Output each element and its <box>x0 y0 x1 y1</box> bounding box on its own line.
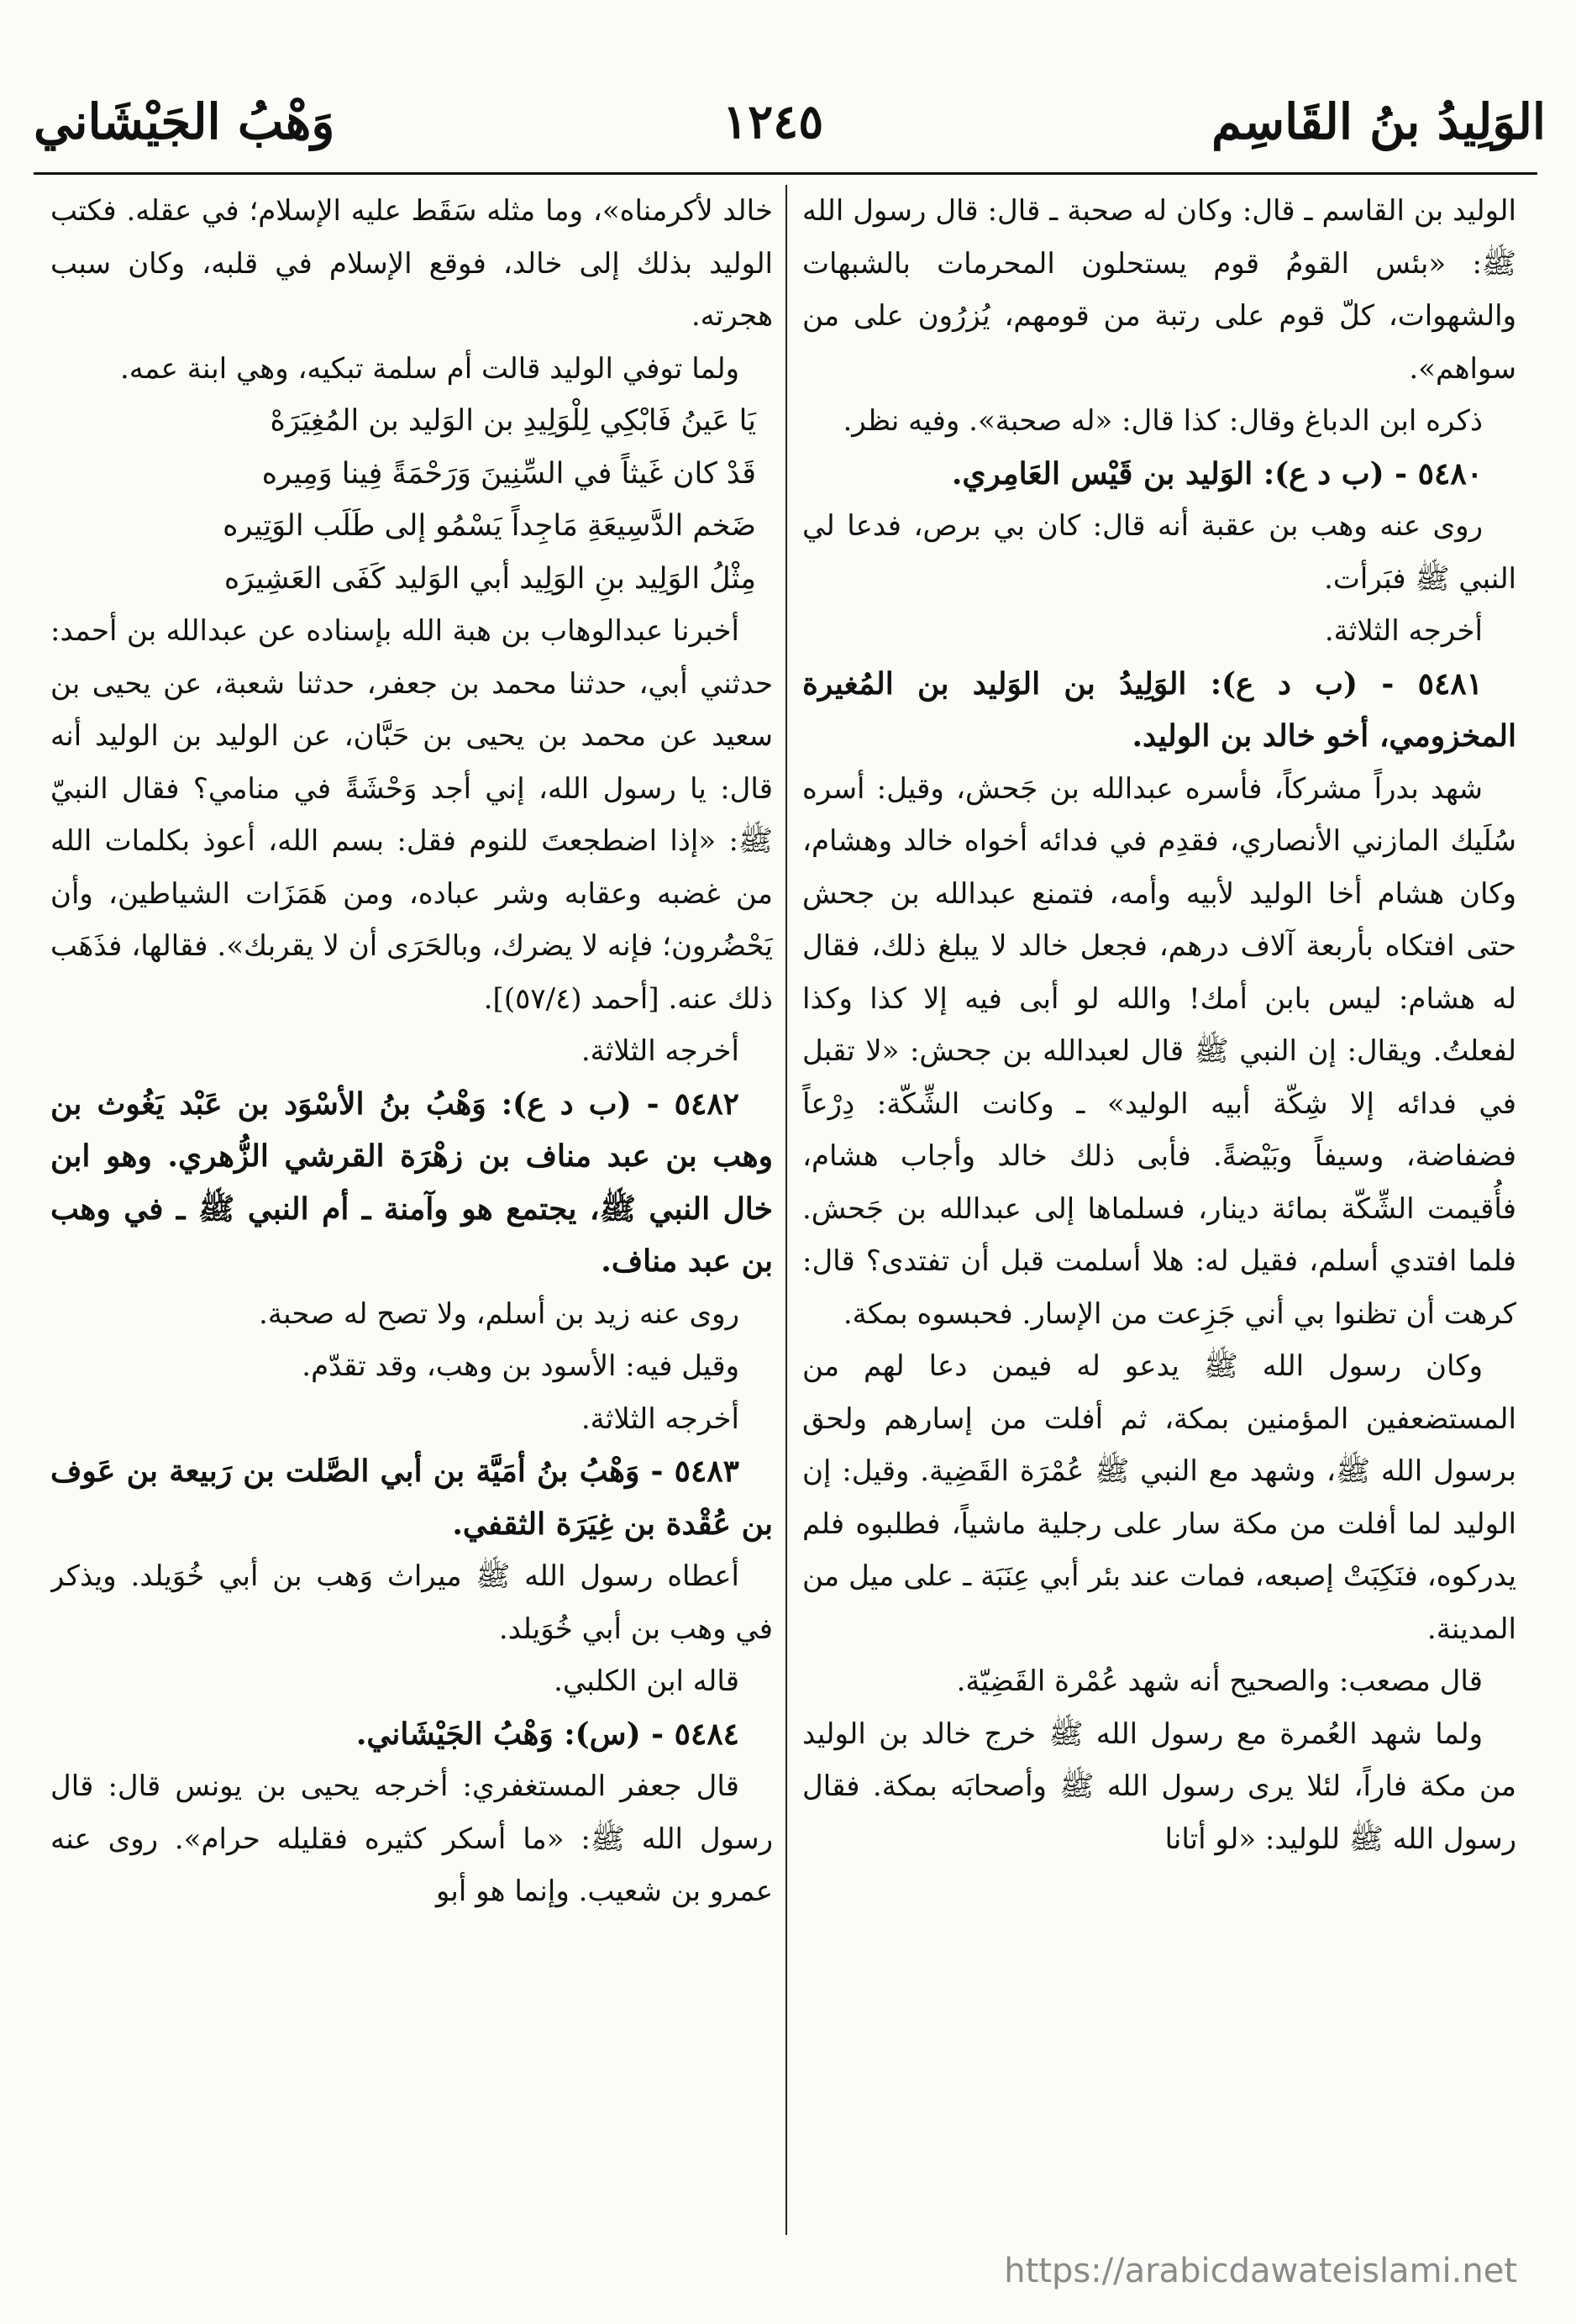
poem-verse: مِثْلُ الوَلِيد بنِ الوَلِيد أبي الوَليد كَفَى العَشِيرَه <box>223 561 756 596</box>
paragraph: أعطاه رسول الله ﷺ ميراث وَهب بن أبي خُوَيلد. ويذكر في وهب بن أبي خُوَيلد. <box>50 1559 773 1646</box>
paragraph: أخرجه الثلاثة. <box>1324 614 1483 648</box>
entry-heading-5482: ٥٤٨٢ - (ب د ع): وَهْبُ بنُ الأسْوَد بن عَبْد يَغُوث بن وهب بن عبد مناف بن زهْرَة القرشي الزُّهري. وهو ابن خال النبي ﷺ، يجتمع هو وآمنة ـ أم النبي ﷺ ـ في وهب بن عبد مناف. <box>50 1086 773 1279</box>
watermark-url: https://arabicdawateislami.net <box>1004 2252 1517 2290</box>
paragraph: قاله ابن الكلبي. <box>554 1664 739 1698</box>
page-number: ١٢٤٥ <box>722 94 824 150</box>
paragraph: خالد لأكرمناه»، وما مثله سَقَط عليه الإسلام؛ في عقله. فكتب الوليد بذلك إلى خالد، فوقع الإسلام في قلبه، وكان سبب هجرته. <box>50 194 773 333</box>
paragraph: أخرجه الثلاثة. <box>580 1401 739 1436</box>
header-rule <box>34 172 1537 175</box>
poem-verse: ضَخم الدَّسِيعَةِ مَاجِداً يَسْمُو إلى طَلَب الوَتِيره <box>223 509 756 543</box>
entry-heading-5483: ٥٤٨٣ - وَهْبُ بنُ أمَيَّة بن أبي الصَّلت بن رَبيعة بن عَوف بن عُقْدة بن غِيَرَة الثقفي. <box>50 1454 773 1542</box>
left-column <box>50 185 773 2235</box>
paragraph: وكان رسول الله ﷺ يدعو له فيمن دعا لهم من المستضعفين المؤمنين بمكة، ثم أفلت من إسارهم ولحق برسول الله ﷺ، وشهد مع النبي ﷺ عُمْرَة القَضِية. وقيل: إن الوليد لما أفلت من مكة سار على رجلية ماشياً، فطلبوه فلم يدركوه، فنَكِبَتْ إصبعه، فمات عند بئر أبي عِنَبَة ـ على ميل من المدينة. <box>802 1349 1516 1646</box>
entry-heading-5480: ٥٤٨٠ - (ب د ع): الوَليد بن قَيْس العَامِري. <box>951 455 1483 492</box>
running-header <box>34 76 1546 168</box>
paragraph: الوليد بن القاسم ـ قال: وكان له صحبة ـ قال: قال رسول الله ﷺ: «بئس القومُ قوم يستحلون المحرمات بالشبهات والشهوات، كلّ قوم على رتبة من قومهم، يُزرُون على من سواهم». <box>802 194 1516 386</box>
column-divider <box>785 185 787 2235</box>
poem-verse: قَدْ كان غَيثاً في السِّنِينَ وَرَحْمَةً فِينا وَمِيره <box>261 456 756 491</box>
entry-heading-5481: ٥٤٨١ - (ب د ع): الوَلِيدُ بن الوَليد بن المُغيرة المخزومي، أخو خالد بن الوليد. <box>802 665 1516 754</box>
paragraph: شهد بدراً مشركاً، فأسره عبدالله بن جَحش، وقيل: أسره سُلَيك المازني الأنصاري، فقدِم في فدائه أخواه خالد وهشام، وكان هشام أخا الوليد لأبيه وأمه، فتمنع عبدالله بن جحش حتى افتكاه بأربعة آلاف درهم، فجعل خالد لا يبلغ ذلك، فقال له هشام: ليس بابن أمك! والله لو أبى فيه إلا كذا وكذا لفعلتُ. ويقال: إن النبي ﷺ قال لعبدالله بن جحش: «لا تقبل في فدائه إلا شِكّة أبيه الوليد» ـ وكانت الشِّكّة: دِرْعاً فضفاضة، وسيفاً وبَيْضةً. فأبى ذلك خالد وأجاب هشام، فأُقيمت الشِّكّة بمائة دينار، فسلماها إلى عبدالله بن جَحش. فلما افتدي أسلم، فقيل له: هلا أسلمت قبل أن تفتدى؟ قال: كرهت أن تظنوا بي أني جَزِعت من الإسار. فحبسوه بمكة. <box>802 771 1516 1331</box>
paragraph: ولما شهد العُمرة مع رسول الله ﷺ خرج خالد بن الوليد من مكة فاراً، لئلا يرى رسول الله ﷺ وأصحابَه بمكة. فقال رسول الله ﷺ للوليد: «لو أتانا <box>802 1717 1516 1856</box>
paragraph: وقيل فيه: الأسود بن وهب، وقد تقدّم. <box>302 1349 739 1383</box>
header-left-title: وَهْبُ الجَيْشَاني <box>34 93 335 150</box>
paragraph: روى عنه وهب بن عقبة أنه قال: كان بي برص، فدعا لي النبي ﷺ فبَرأت. <box>802 509 1516 596</box>
paragraph: روى عنه زيد بن أسلم، ولا تصح له صحبة. <box>259 1296 739 1331</box>
header-right-title: الوَلِيدُ بنُ القَاسِم <box>1211 93 1546 150</box>
paragraph: قال جعفر المستغفري: أخرجه يحيى بن يونس قال: قال رسول الله ﷺ: «ما أسكر كثيره فقليله حرام». روى عنه عمرو بن شعيب. وإنما هو أبو <box>50 1769 773 1908</box>
poem-verse: يَا عَينُ فَابْكِي لِلْوَلِيدِ بن الوَليد بن المُغِيَرَهْ <box>270 404 756 438</box>
paragraph: أخبرنا عبدالوهاب بن هبة الله بإسناده عن عبدالله بن أحمد: حدثني أبي، حدثنا محمد بن جعفر، حدثنا شعبة، عن يحيى بن سعيد عن محمد بن يحيى بن حَبَّان، عن الوليد بن الوليد أنه قال: يا رسول الله، إني أجد وَحْشَةً في منامي؟ فقال النبيّ ﷺ: «إذا اضطجعتَ للنوم فقل: بسم الله، أعوذ بكلمات الله من غضبه وعقابه وشر عباده، ومن هَمَزَات الشياطين، وأن يَحْضُرون؛ فإنه لا يضرك، وبالحَرَى أن لا يقربك». فقالها، فذَهَب ذلك عنه. [أحمد (٥٧/٤)]. <box>50 614 773 1016</box>
entry-heading-5484: ٥٤٨٤ - (س): وَهْبُ الجَيْشَاني. <box>355 1716 739 1752</box>
paragraph: أخرجه الثلاثة. <box>580 1034 739 1068</box>
paragraph: ذكره ابن الدباغ وقال: كذا قال: «له صحبة». وفيه نظر. <box>843 404 1483 438</box>
paragraph: قال مصعب: والصحيح أنه شهد عُمْرة القَضِيّة. <box>956 1664 1483 1698</box>
right-column <box>802 185 1516 2235</box>
paragraph: ولما توفي الوليد قالت أم سلمة تبكيه، وهي ابنة عمه. <box>119 351 739 386</box>
